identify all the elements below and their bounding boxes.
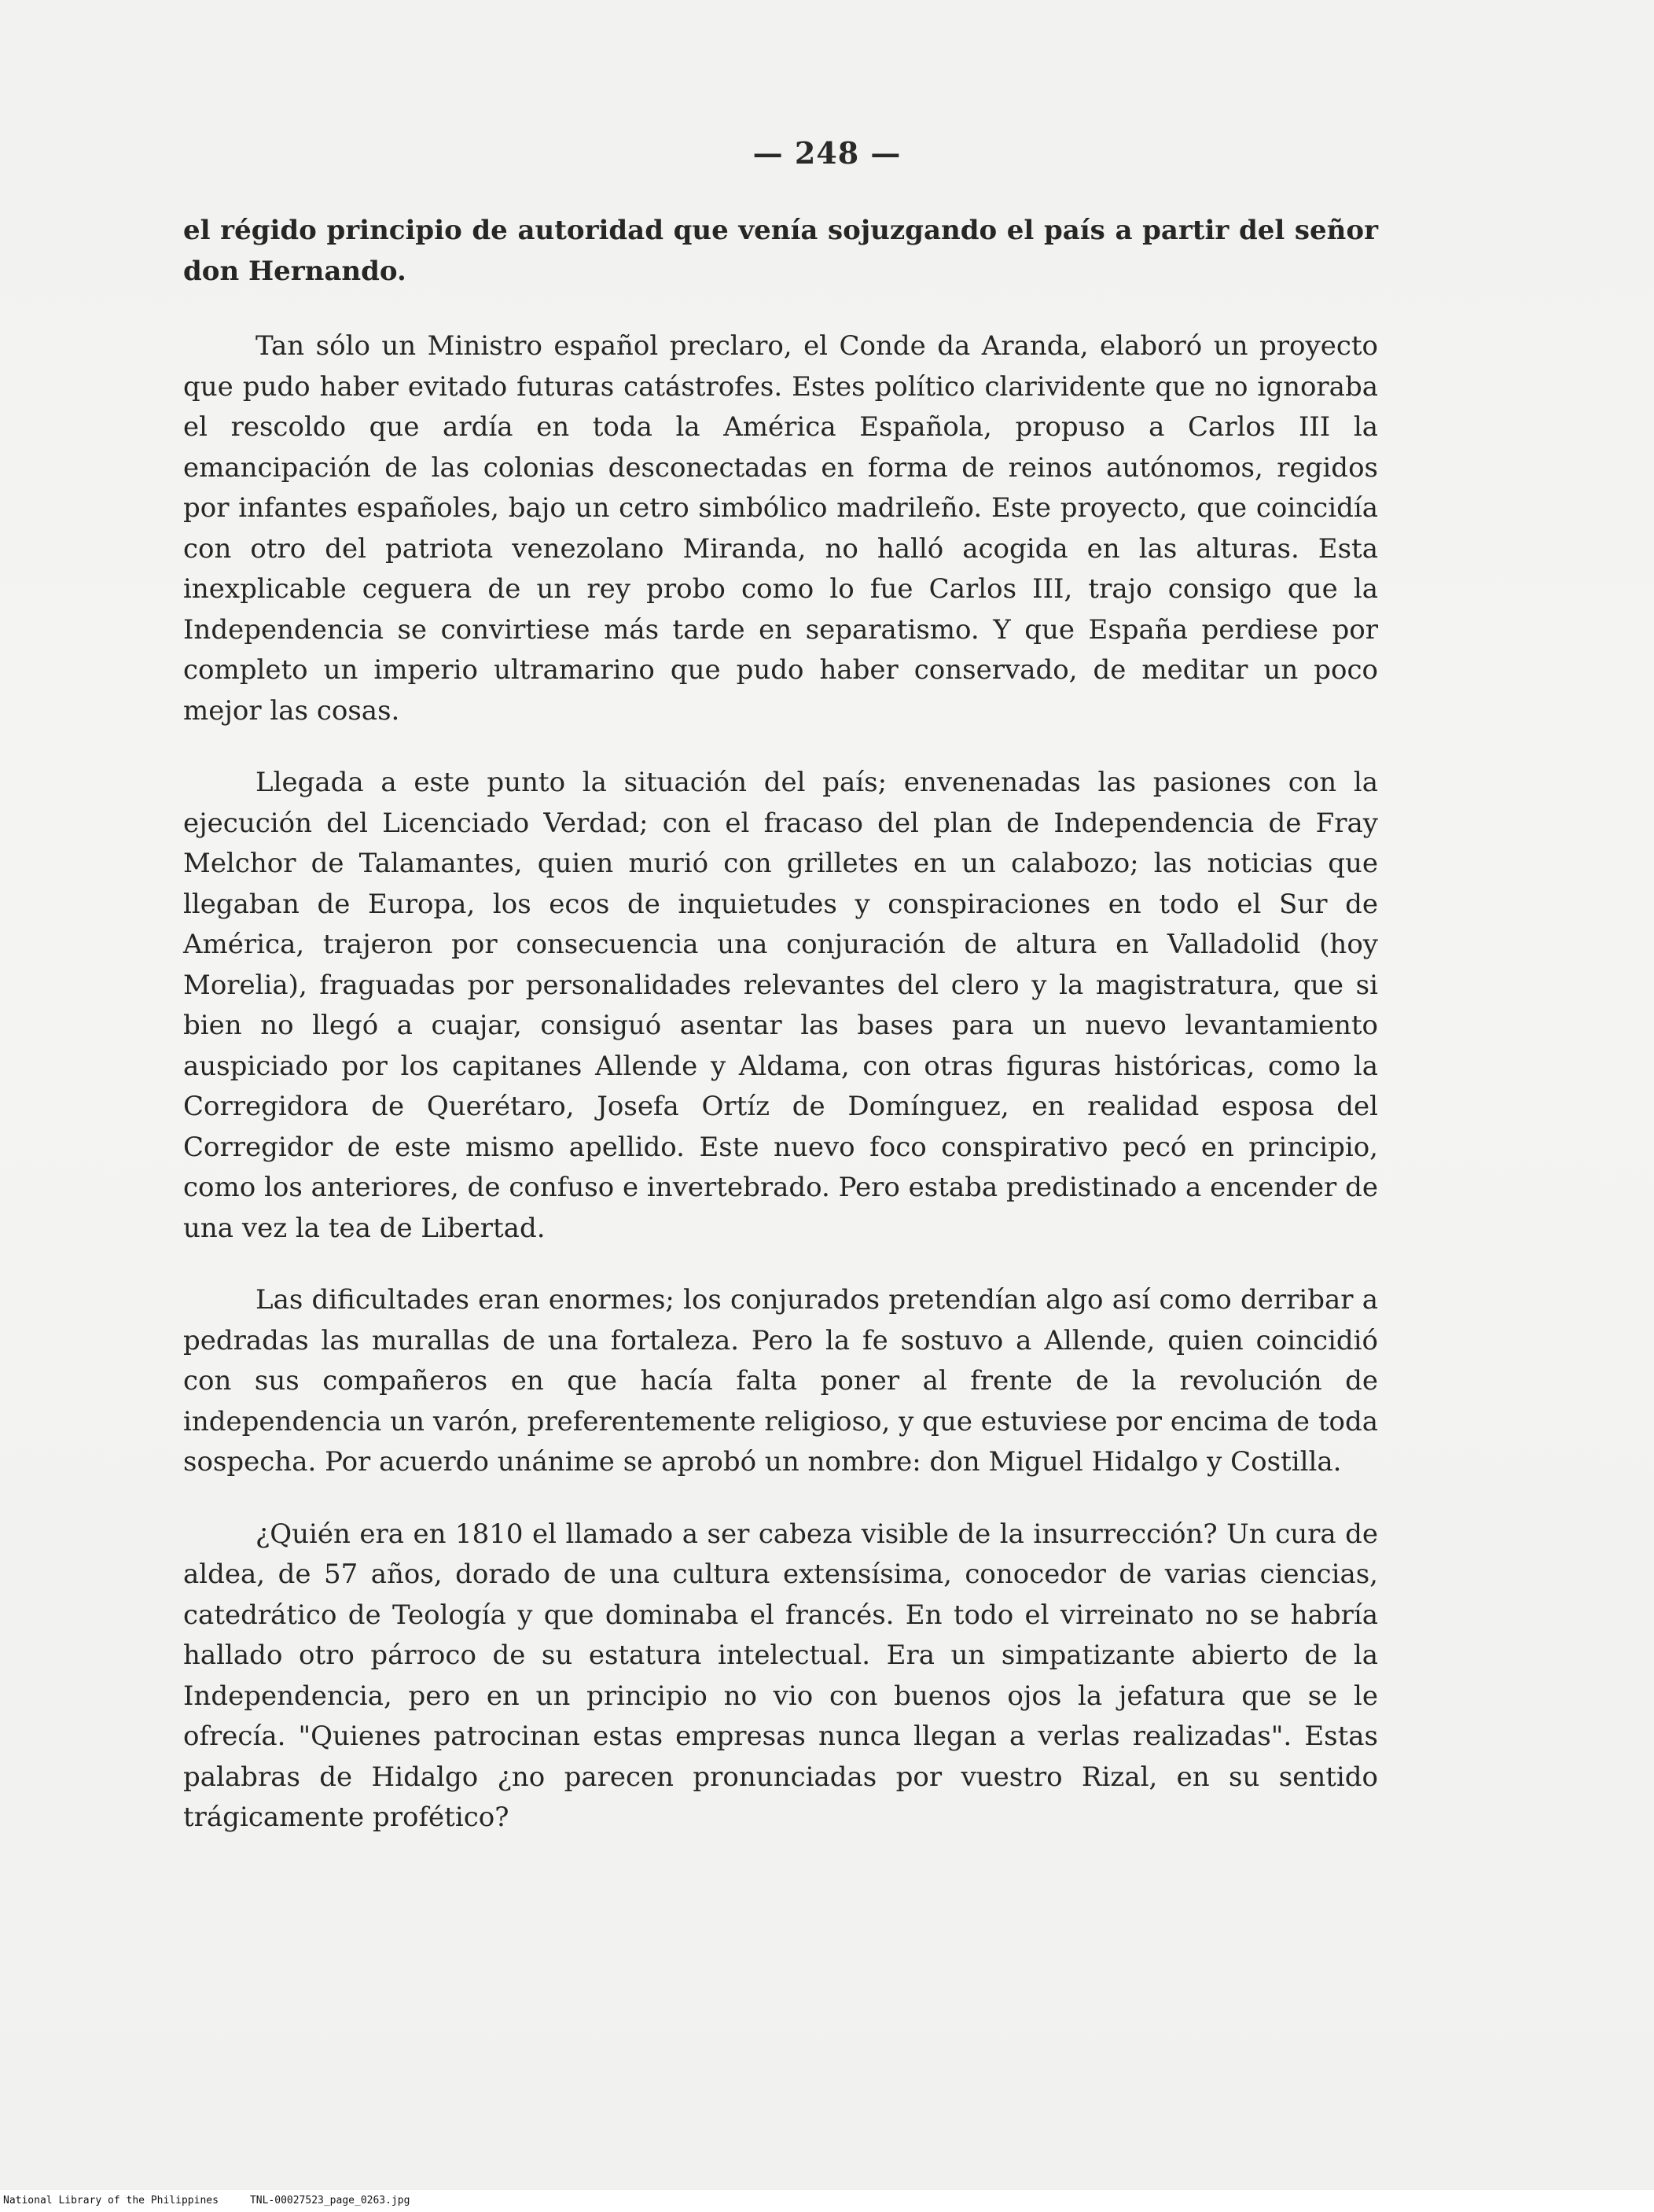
paragraph-situacion: Llegada a este punto la situación del país; envenenadas las pasiones con la ejecución del Licenciado Verdad; con el fracaso del plan de Independencia de Fray Melchor de Talamantes, quien murió con grilletes en un calabozo; las noticias que llegaban de Europa, los ecos de inquietudes y conspiraciones en todo el Sur de América, trajeron por consecuencia una conjuración de altura en Valladolid (hoy Morelia), fraguadas por personalidades relevantes del clero y la magistratura, que si bien no llegó a cuajar, consiguó asentar las bases para un nuevo levantamiento auspiciado por los capitanes Allende y Aldama, con otras figuras históricas, como la Corregidora de Querétaro, Josefa Ortíz de Domínguez, en realidad esposa del Corregidor de este mismo apellido. Este nuevo foco conspirativo pecó en principio, como los anteriores, de confuso e invertebrado. Pero estaba predistinado a encender de una vez la tea de Libertad. [183,767,1378,1244]
page-number: — 248 — [752,135,902,171]
footer-library: National Library of the Philippines [3,2195,219,2206]
paragraph-aranda: Tan sólo un Ministro español preclaro, el Conde da Aranda, elaboró un proyecto que pudo haber evitado futuras catástrofes. Estes político clarividente que no ignoraba el rescoldo que ardía en toda la América Española, propuso a Carlos III la emancipación de las colonias desconectadas en forma de reinos autónomos, regidos por infantes españoles, bajo un cetro simbólico madrileño. Este proyecto, que coincidía con otro del patriota venezolano Miranda, no halló acogida en las alturas. Esta inexplicable ceguera de un rey probo como lo fue Carlos III, trajo consigo que la Independencia se convirtiese más tarde en separatismo. Y que España perdiese por completo un imperio ultramarino que pudo haber conservado, de meditar un poco mejor las cosas. [183,330,1378,727]
paragraph-dificultades: Las dificultades eran enormes; los conjurados pretendían algo así como derribar a pedradas las murallas de una fortaleza. Pero la fe sostuvo a Allende, quien coincidió con sus compañeros en que hacía falta poner al frente de la revolución de independencia un varón, preferentemente religioso, y que estuviese por encima de toda sospecha. Por acuerdo unánime se aprobó un nombre: don Miguel Hidalgo y Costilla. [183,1284,1378,1478]
body-text [183,211,1378,1838]
paragraph-continuation: el régido principio de autoridad que venía sojuzgando el país a partir del señor don Hernando. [183,215,1378,287]
scan-footer [0,2190,1654,2212]
paragraph-hidalgo: ¿Quién era en 1810 el llamado a ser cabeza visible de la insurrección? Un cura de aldea, de 57 años, dorado de una cultura extensísima, conocedor de varias ciencias, catedrático de Teología y que dominaba el francés. En todo el virreinato no se habría hallado otro párroco de su estatura intelectual. Era un simpatizante abierto de la Independencia, pero en un principio no vio con buenos ojos la jefatura que se le ofrecía. "Quienes patrocinan estas empresas nunca llegan a verlas realizadas". Estas palabras de Hidalgo ¿no parecen pronunciadas por vuestro Rizal, en su sentido trágicamente profético? [183,1518,1378,1833]
footer-file-id: TNL-00027523_page_0263.jpg [249,2195,410,2206]
